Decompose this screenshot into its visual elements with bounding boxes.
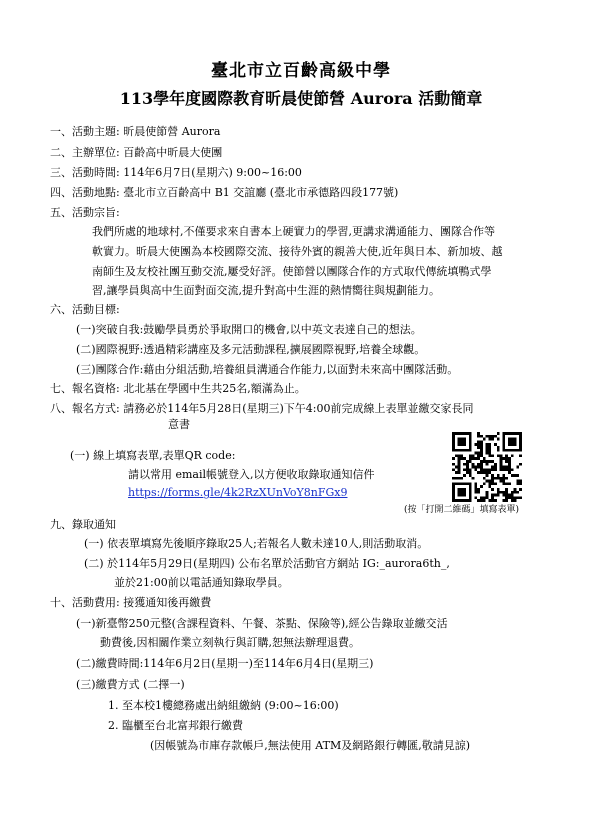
item-organizer: 二、主辦單位: 百齡高中昕晨大使團 [50,146,223,159]
admission-item: (二) 於114年5月29日(星期四) 公布名單於活動官方網站 IG:_aurora6th_, [84,557,450,570]
admission-item: (一) 依表單填寫先後順序錄取25人;若報名人數未達10人,則活動取消。 [84,537,429,550]
fee-method-option: 1. 至本校1樓總務處出納組繳納 (9:00~16:00) [108,699,339,712]
qr-caption: (按「打開二維碼」填寫表單) [404,505,520,515]
goal-item: (一)突破自我:鼓勵學員勇於爭取開口的機會,以中英文表達自己的想法。 [76,323,422,336]
registration-continued: 意書 [168,418,190,431]
fee-method-note: (因帳號為市庫存款帳戶,無法使用 ATM及網路銀行轉匯,敬請見諒) [150,739,471,752]
item-registration: 八、報名方式: 請務必於114年5月28日(星期三)下午4:00前完成線上表單並繳交家長同 [50,402,474,415]
admission-item-continued: 並於21:00前以電話通知錄取學員。 [114,576,289,589]
fee-method: (三)繳費方式 (二擇一) [76,678,185,691]
item-admission-heading: 九、錄取通知 [50,518,116,531]
form-qr-heading: (一) 線上填寫表單,表單QR code: [70,449,236,462]
qr-code-icon[interactable] [452,432,522,502]
form-link[interactable]: https://forms.gle/4k2RzXUnVoY8nFGx9 [128,486,348,499]
fee-method-option: 2. 臨櫃至台北富邦銀行繳費 [108,719,243,732]
item-eligibility: 七、報名資格: 北北基在學國中生共25名,額滿為止。 [50,382,306,395]
fee-item: (一)新臺幣250元整(含課程資料、午餐、茶點、保險等),經公告錄取並繳交活 [76,617,448,630]
purpose-line: 軟實力。昕晨大使團為本校國際交流、接待外賓的親善大使,近年與日本、新加坡、越 [92,245,503,258]
item-location: 四、活動地點: 臺北市立百齡高中 B1 交誼廳 (臺北市承德路四段177號) [50,186,399,199]
item-theme: 一、活動主題: 昕晨使節營 Aurora [50,125,221,138]
purpose-line: 我們所處的地球村,不僅要求來自書本上硬實力的學習,更講求溝通能力、團隊合作等 [92,225,495,238]
school-title: 臺北市立百齡高級中學 [211,61,391,81]
item-time: 三、活動時間: 114年6月7日(星期六) 9:00~16:00 [50,166,302,179]
item-goals-heading: 六、活動目標: [50,303,120,316]
goal-item: (三)團隊合作:藉由分組活動,培養組員溝通合作能力,以面對未來高中團隊活動。 [76,363,459,376]
purpose-line: 南師生及友校社團互動交流,屢受好評。使節營以團隊合作的方式取代傳統填鴨式學 [92,265,492,278]
fee-time: (二)繳費時間:114年6月2日(星期一)至114年6月4日(星期三) [76,657,374,670]
form-login-note: 請以常用 email帳號登入,以方便收取錄取通知信件 [128,468,375,481]
goal-item: (二)國際視野:透過精彩講座及多元活動課程,擴展國際視野,培養全球觀。 [76,343,426,356]
fee-item-continued: 動費後,因相關作業立刻執行與訂購,恕無法辦理退費。 [100,636,360,649]
item-purpose-heading: 五、活動宗旨: [50,206,120,219]
event-title: 113學年度國際教育昕晨使節營 Aurora 活動簡章 [119,89,483,108]
purpose-line: 習,讓學員與高中生面對面交流,提升對高中生涯的熱情嚮往與規劃能力。 [92,284,440,297]
item-fee-heading: 十、活動費用: 接獲通知後再繳費 [50,596,212,609]
